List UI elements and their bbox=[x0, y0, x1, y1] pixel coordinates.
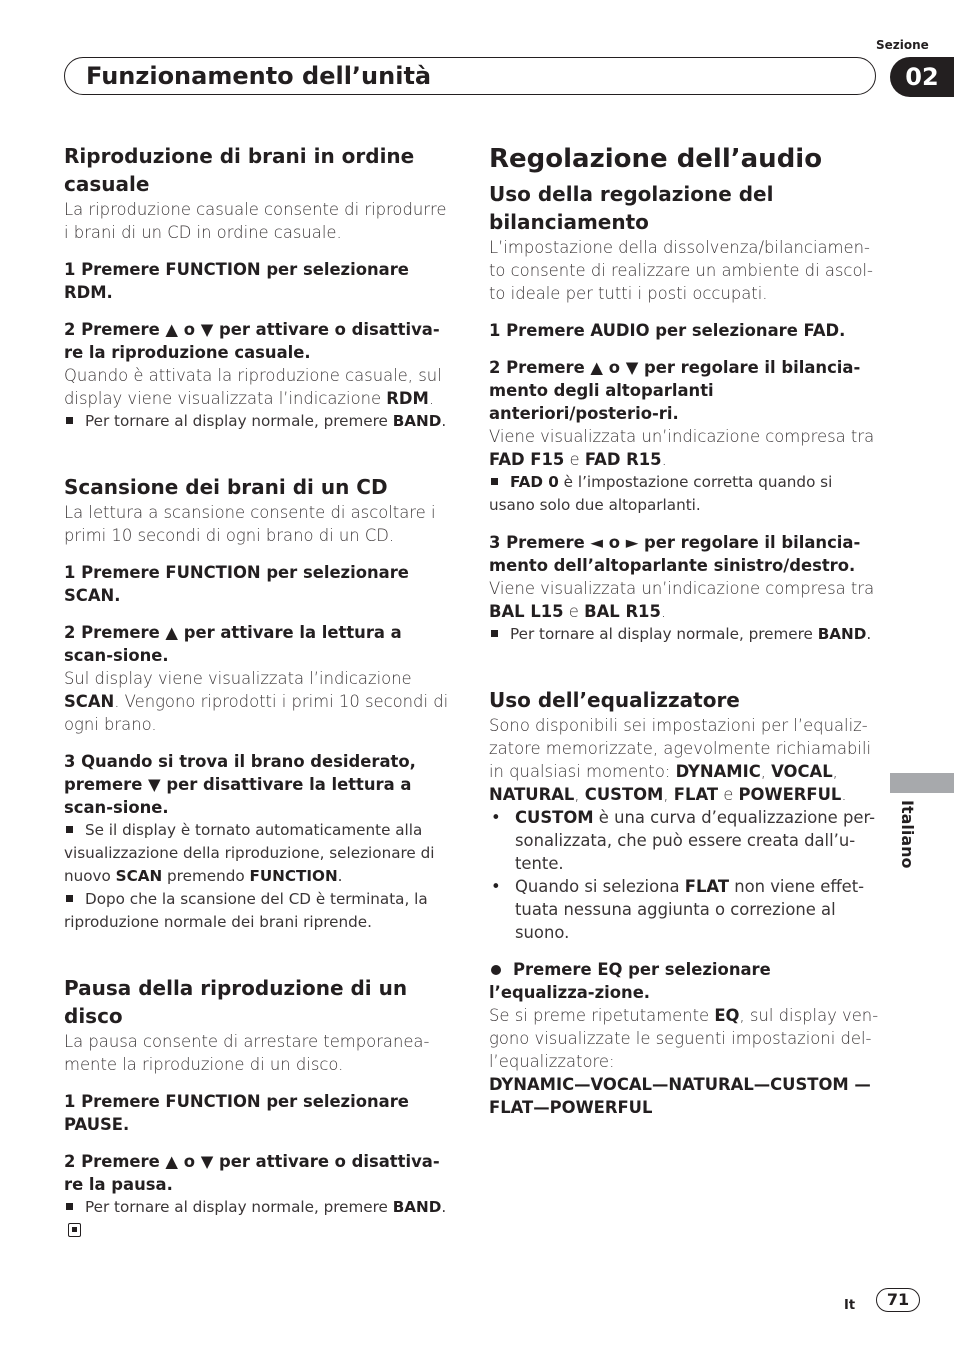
scan-note-2: Dopo che la scansione del CD è terminata, la riproduzione normale dei brani riprende. bbox=[64, 890, 428, 931]
page-title: Funzionamento dell’unità bbox=[86, 62, 432, 90]
eq-bullet-custom: • CUSTOM è una curva d’equalizzazione per-sonalizzata, che può essere creata dall’u-tente. bbox=[489, 806, 879, 875]
pause-intro: La pausa consente di arrestare temporanea-mente la riproduzione di un disco. bbox=[64, 1032, 430, 1074]
pause-note: Per tornare al display normale, premere BAND. bbox=[64, 1196, 454, 1242]
eq-heading: Uso dell’equalizzatore bbox=[489, 688, 740, 712]
random-step-1: 1 Premere FUNCTION per selezionare RDM. bbox=[64, 260, 409, 302]
language-tab-label: Italiano bbox=[898, 800, 917, 869]
balance-heading: Uso della regolazione del bilanciamento bbox=[489, 182, 774, 234]
square-bullet-icon bbox=[491, 630, 498, 637]
balance-intro: L’impostazione della dissolvenza/bilanciamen-to consente di realizzare un ambiente di ascol-to ideale per tutti i posti occupati. bbox=[489, 238, 873, 303]
eq-bullet-flat: • Quando si seleziona FLAT non viene effet-tuata nessuna aggiunta o correzione al suono. bbox=[489, 875, 879, 944]
random-step-2: 2 Premere ▲ o ▼ per attivare o disattiva-re la riproduzione casuale. bbox=[64, 320, 440, 362]
balance-body-2: Viene visualizzata un’indicazione compresa tra FAD F15 e FAD R15. bbox=[489, 427, 875, 469]
section-label: Sezione bbox=[876, 38, 929, 52]
square-bullet-icon bbox=[66, 1203, 73, 1210]
eq-body: Se si preme ripetutamente EQ, sul display ven-gono visualizzate le seguenti impostazioni del-l’equalizzatore: bbox=[489, 1006, 879, 1071]
random-intro: La riproduzione casuale consente di riprodurre i brani di un CD in ordine casuale. bbox=[64, 200, 447, 242]
balance-step-2: 2 Premere ▲ o ▼ per regolare il bilancia-mento degli altoparlanti anteriori/posterio-ri. bbox=[489, 358, 861, 423]
random-heading: Riproduzione di brani in ordine casuale bbox=[64, 144, 415, 196]
section-number-badge: 02 bbox=[890, 57, 954, 97]
eq-intro: Sono disponibili sei impostazioni per l’equaliz-zatore memorizzate, agevolmente richiamabili in qualsiasi momento: DYNAMIC, VOCAL, NATURAL, CUSTOM, FLAT e POWERFUL. bbox=[489, 716, 872, 804]
random-body: Quando è attivata la riproduzione casuale, sul display viene visualizzata l’indicazione RDM. bbox=[64, 366, 442, 408]
random-play-section bbox=[64, 142, 454, 433]
round-bullet-icon bbox=[491, 965, 501, 975]
scan-step-2: 2 Premere ▲ per attivare la lettura a scan-sione. bbox=[64, 623, 402, 665]
balance-body-3: Viene visualizzata un’indicazione compresa tra BAL L15 e BAL R15. bbox=[489, 579, 875, 621]
scan-heading: Scansione dei brani di un CD bbox=[64, 475, 388, 499]
random-note: Per tornare al display normale, premere BAND. bbox=[64, 410, 454, 433]
scan-step-3: 3 Quando si trova il brano desiderato, premere ▼ per disattivare la lettura a scan-sione. bbox=[64, 752, 416, 817]
scan-intro: La lettura a scansione consente di ascoltare i primi 10 secondi di ogni brano di un CD. bbox=[64, 503, 436, 545]
square-bullet-icon bbox=[66, 417, 73, 424]
pause-section bbox=[64, 974, 454, 1242]
pause-heading: Pausa della riproduzione di un disco bbox=[64, 976, 408, 1028]
eq-step: Premere EQ per selezionare l’equalizza-zione. bbox=[489, 960, 771, 1002]
balance-step-1: 1 Premere AUDIO per selezionare FAD. bbox=[489, 321, 846, 340]
right-column bbox=[489, 142, 879, 1119]
pause-step-1: 1 Premere FUNCTION per selezionare PAUSE. bbox=[64, 1092, 409, 1134]
pause-step-2: 2 Premere ▲ o ▼ per attivare o disattiva-re la pausa. bbox=[64, 1152, 440, 1194]
scan-note-1: Se il display è tornato automaticamente alla visualizzazione della riproduzione, selezionare di nuovo SCAN premendo FUNCTION. bbox=[64, 821, 435, 885]
equalizer-section bbox=[489, 686, 879, 1119]
end-of-section-icon bbox=[68, 1223, 81, 1237]
balance-note-2: FAD 0 è l’impostazione corretta quando si usano solo due altoparlanti. bbox=[489, 473, 833, 514]
square-bullet-icon bbox=[66, 895, 73, 902]
balance-note-3: Per tornare al display normale, premere BAND. bbox=[489, 623, 879, 646]
eq-sequence: DYNAMIC—VOCAL—NATURAL—CUSTOM —FLAT—POWERFUL bbox=[489, 1075, 871, 1117]
balance-section bbox=[489, 180, 879, 646]
scan-body: Sul display viene visualizzata l’indicazione SCAN. Vengono riprodotti i primi 10 secondi di ogni brano. bbox=[64, 669, 449, 734]
footer-language: It bbox=[844, 1298, 856, 1313]
scan-step-1: 1 Premere FUNCTION per selezionare SCAN. bbox=[64, 563, 409, 605]
balance-step-3: 3 Premere ◄ o ► per regolare il bilancia-mento dell’altoparlante sinistro/destro. bbox=[489, 533, 861, 575]
scan-section bbox=[64, 473, 454, 934]
square-bullet-icon bbox=[66, 826, 73, 833]
square-bullet-icon bbox=[491, 478, 498, 485]
left-column bbox=[64, 142, 454, 1242]
language-tab-marker bbox=[890, 773, 954, 793]
audio-main-heading: Regolazione dell’audio bbox=[489, 144, 823, 174]
page-number: 71 bbox=[876, 1288, 920, 1312]
